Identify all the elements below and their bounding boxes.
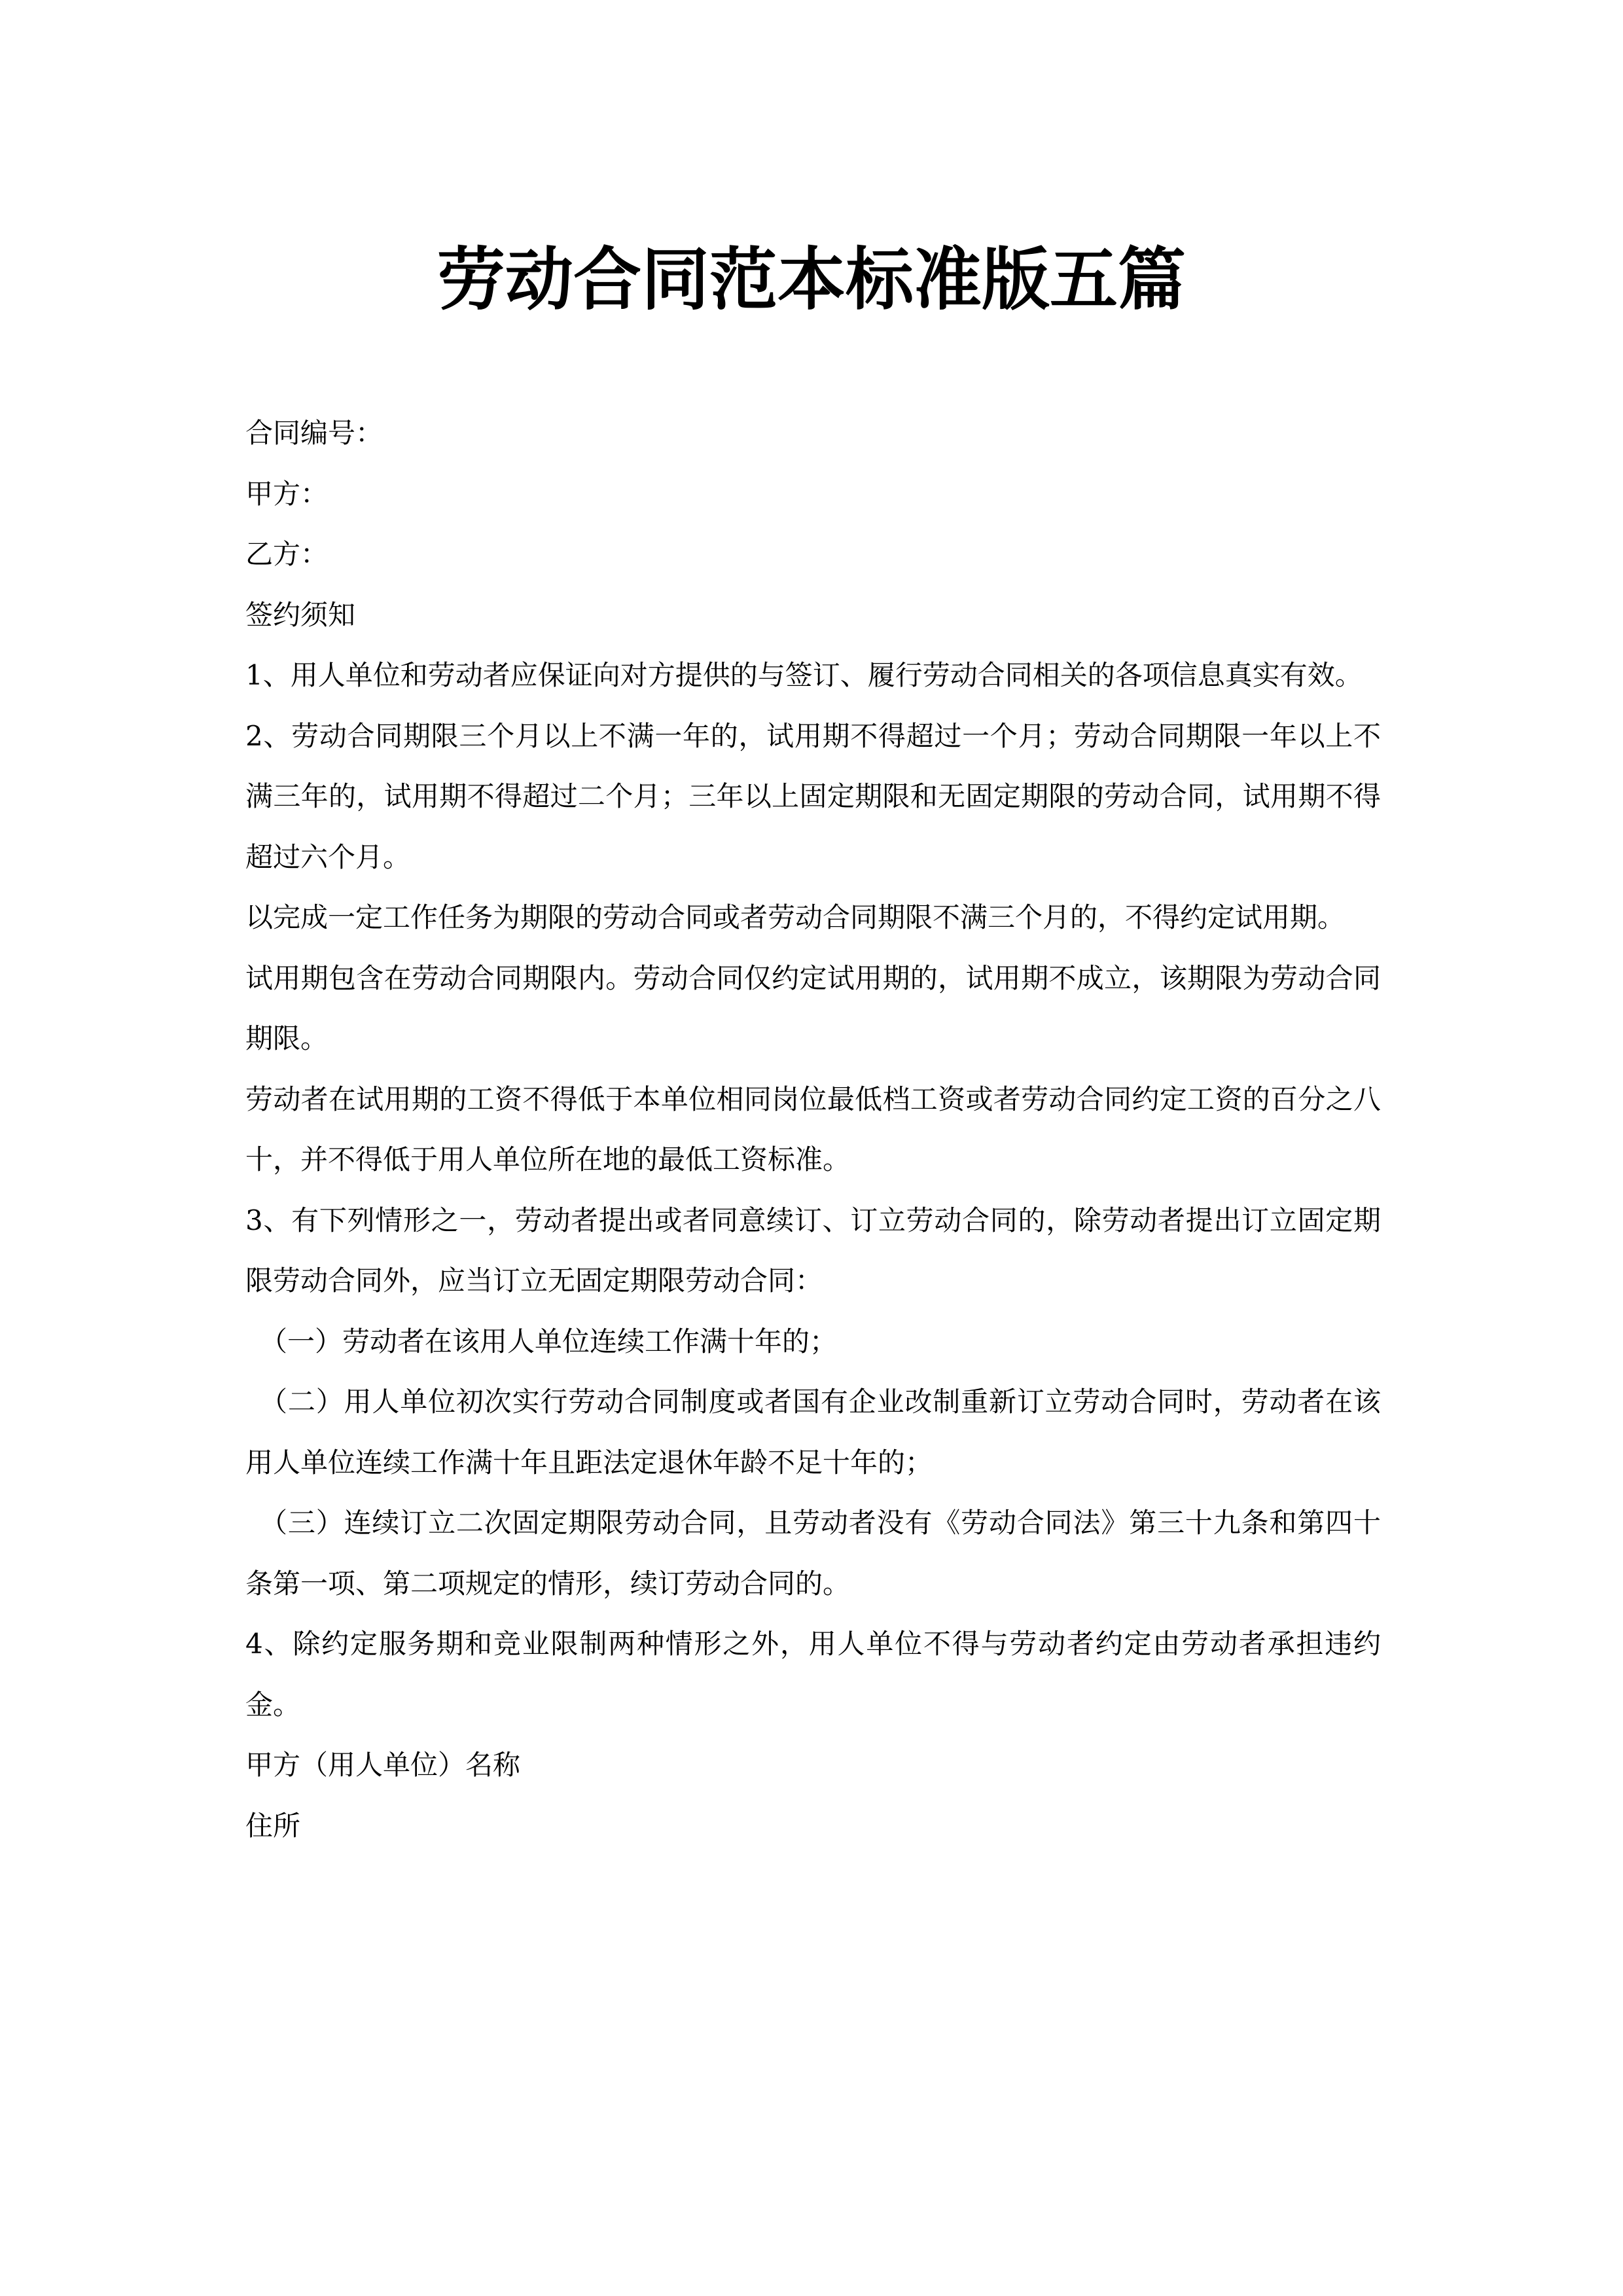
notice-item-2a: 以完成一定工作任务为期限的劳动合同或者劳动合同期限不满三个月的，不得约定试用期。 [245, 901, 1346, 933]
party-a: 甲方： [245, 477, 329, 510]
notice-item-4: 4、除约定服务期和竞业限制两种情形之外，用人单位不得与劳动者约定由劳动者承担违约金。 [245, 1628, 1381, 1721]
party-a-name: 甲方（用人单位）名称 [245, 1749, 521, 1781]
notice-item-3-3: （三）连续订立二次固定期限劳动合同，且劳动者没有《劳动合同法》第三十九条和第四十条第一项、第二项规定的情形，续订劳动合同的。 [245, 1507, 1381, 1600]
contract-number: 合同编号： [245, 417, 383, 449]
party-b: 乙方： [245, 538, 329, 570]
notice-item-3-1: （一）劳动者在该用人单位连续工作满十年的； [260, 1325, 838, 1357]
notice-item-3: 3、有下列情形之一，劳动者提出或者同意续订、订立劳动合同的，除劳动者提出订立固定期限劳动合同外，应当订立无固定期限劳动合同： [245, 1204, 1381, 1297]
page-title: 劳动合同范本标准版五篇 [437, 238, 1186, 319]
notice-item-1: 1、用人单位和劳动者应保证向对方提供的与签订、履行劳动合同相关的各项信息真实有效。 [245, 659, 1363, 691]
notice-item-2c: 劳动者在试用期的工资不得低于本单位相同岗位最低档工资或者劳动合同约定工资的百分之八十，并不得低于用人单位所在地的最低工资标准。 [245, 1083, 1381, 1175]
notice-heading: 签约须知 [245, 598, 356, 631]
notice-item-2: 2、劳动合同期限三个月以上不满一年的，试用期不得超过一个月；劳动合同期限一年以上不满三年的，试用期不得超过二个月；三年以上固定期限和无固定期限的劳动合同，试用期不得超过六个月。 [245, 719, 1381, 873]
document-body [245, 403, 1381, 1856]
notice-item-3-2: （二）用人单位初次实行劳动合同制度或者国有企业改制重新订立劳动合同时，劳动者在该用人单位连续工作满十年且距法定退休年龄不足十年的； [245, 1386, 1381, 1479]
notice-item-2b: 试用期包含在劳动合同期限内。劳动合同仅约定试用期的，试用期不成立，该期限为劳动合同期限。 [245, 961, 1381, 1054]
party-a-address: 住所 [245, 1809, 301, 1842]
